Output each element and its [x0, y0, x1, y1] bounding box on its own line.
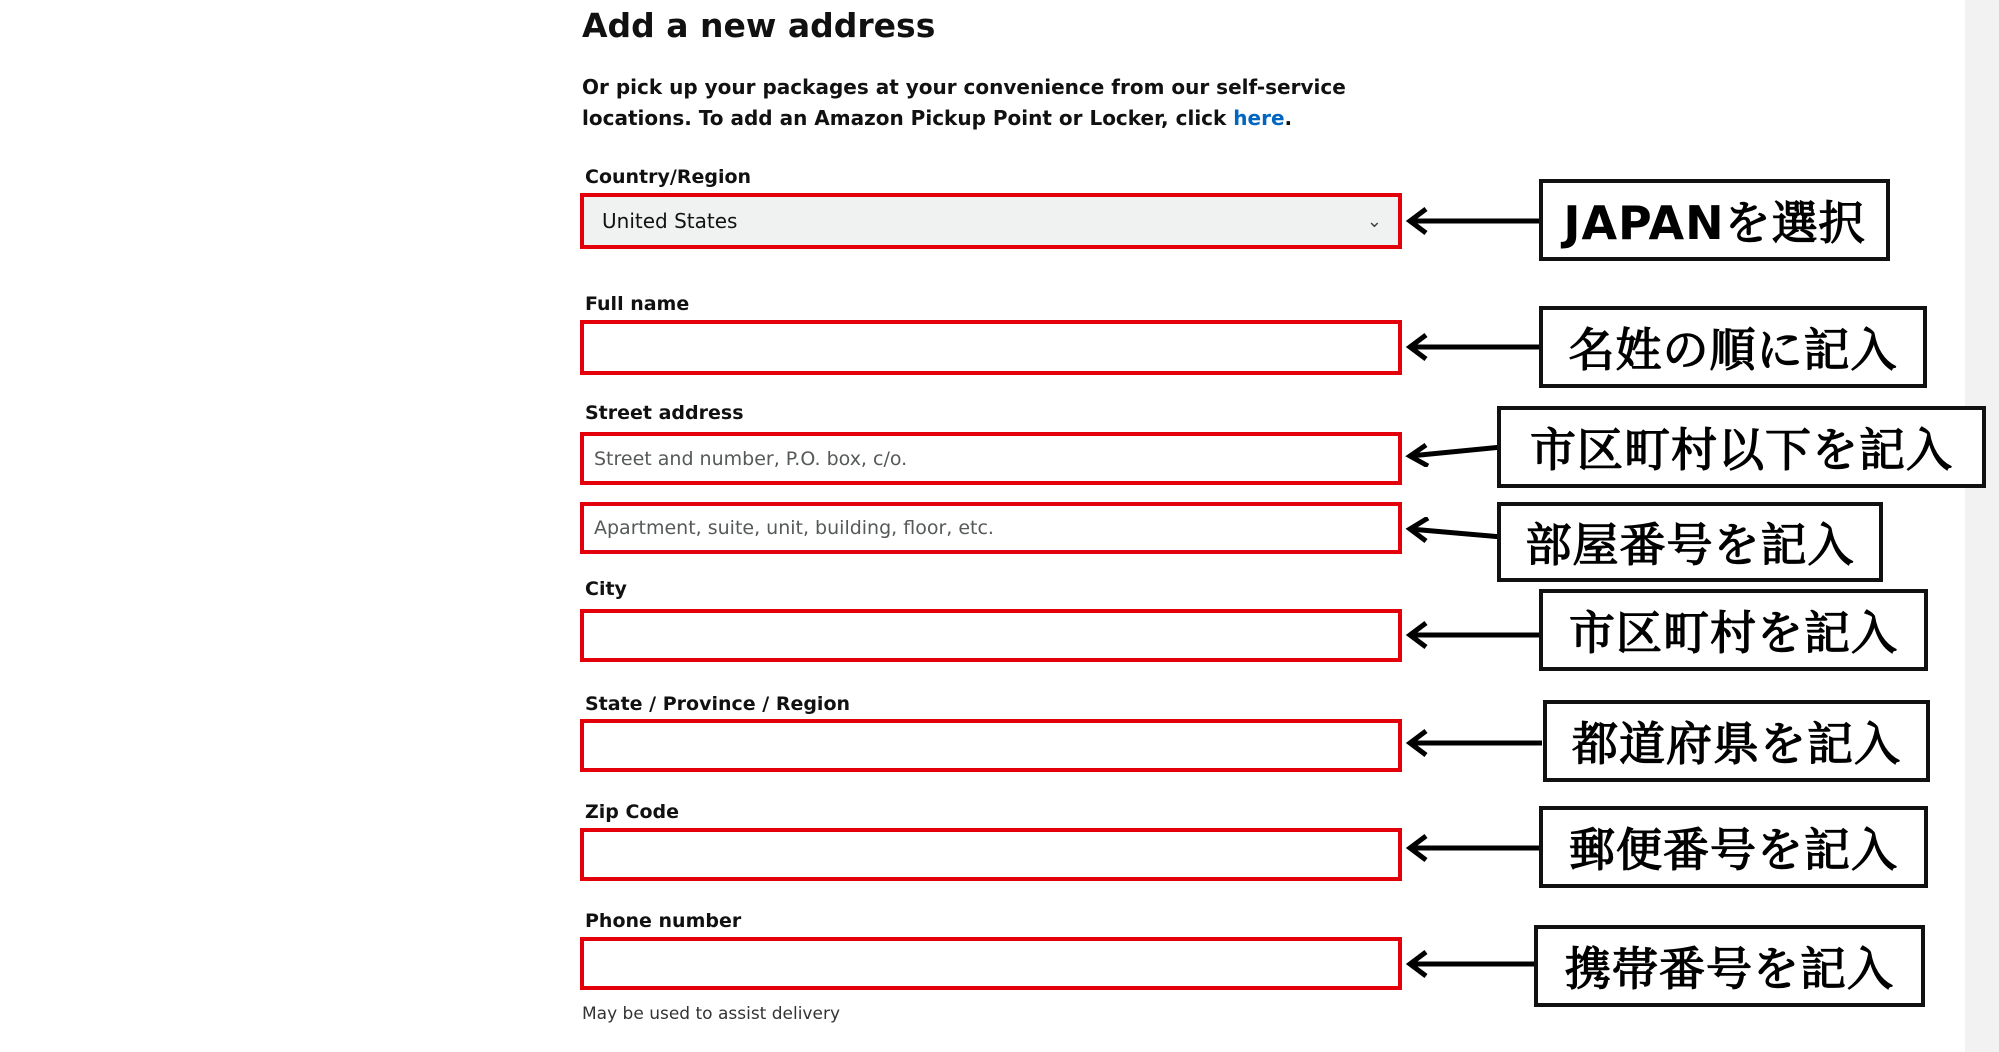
arrow-left-icon	[1402, 332, 1542, 362]
phone-field[interactable]	[580, 937, 1402, 990]
fullname-field[interactable]	[580, 320, 1402, 375]
state-field[interactable]	[580, 719, 1402, 772]
country-select[interactable]	[580, 193, 1402, 249]
street2-field[interactable]	[580, 502, 1402, 554]
chevron-down-icon: ⌄	[1366, 210, 1382, 232]
callout-zip: 郵便番号を記入	[1539, 806, 1928, 888]
street1-field[interactable]	[580, 432, 1402, 485]
callout-country: JAPANを選択	[1539, 179, 1890, 261]
intro-text	[582, 72, 1412, 134]
phone-label: Phone number	[585, 910, 742, 932]
fullname-input[interactable]	[584, 324, 1398, 371]
phone-hint: May be used to assist delivery	[582, 1004, 841, 1024]
intro-period: .	[1284, 106, 1293, 130]
arrow-left-icon	[1402, 437, 1502, 467]
zip-field[interactable]	[580, 828, 1402, 881]
city-field[interactable]	[580, 609, 1402, 662]
phone-input[interactable]	[584, 941, 1398, 986]
callout-phone: 携帯番号を記入	[1534, 925, 1925, 1007]
street-label: Street address	[585, 402, 744, 424]
arrow-left-icon	[1402, 833, 1542, 863]
zip-label: Zip Code	[585, 801, 679, 823]
city-input[interactable]	[584, 613, 1398, 658]
arrow-left-icon	[1402, 728, 1542, 758]
state-label: State / Province / Region	[585, 693, 851, 715]
callout-street1: 市区町村以下を記入	[1497, 406, 1986, 488]
arrow-left-icon	[1402, 620, 1542, 650]
country-label: Country/Region	[585, 166, 752, 188]
street1-input[interactable]	[584, 436, 1398, 481]
country-selected-value: United States	[602, 209, 738, 233]
city-label: City	[585, 578, 627, 600]
street2-input[interactable]	[584, 506, 1398, 550]
fullname-label: Full name	[585, 293, 690, 315]
callout-city: 市区町村を記入	[1539, 589, 1928, 671]
intro-body: Or pick up your packages at your convenience from our self-service locations. To add an Amazon Pickup Point or Locker, click	[582, 75, 1346, 130]
pickup-here-link[interactable]: here	[1233, 106, 1285, 130]
state-input[interactable]	[584, 723, 1398, 768]
page-title: Add a new address	[582, 6, 936, 45]
right-edge-panel	[1965, 0, 1999, 1052]
arrow-left-icon	[1402, 517, 1502, 547]
callout-street2: 部屋番号を記入	[1497, 502, 1883, 582]
callout-state: 都道府県を記入	[1543, 700, 1930, 782]
arrow-left-icon	[1402, 949, 1542, 979]
arrow-left-icon	[1402, 206, 1542, 236]
callout-fullname: 名姓の順に記入	[1539, 306, 1927, 388]
zip-input[interactable]	[584, 832, 1398, 877]
